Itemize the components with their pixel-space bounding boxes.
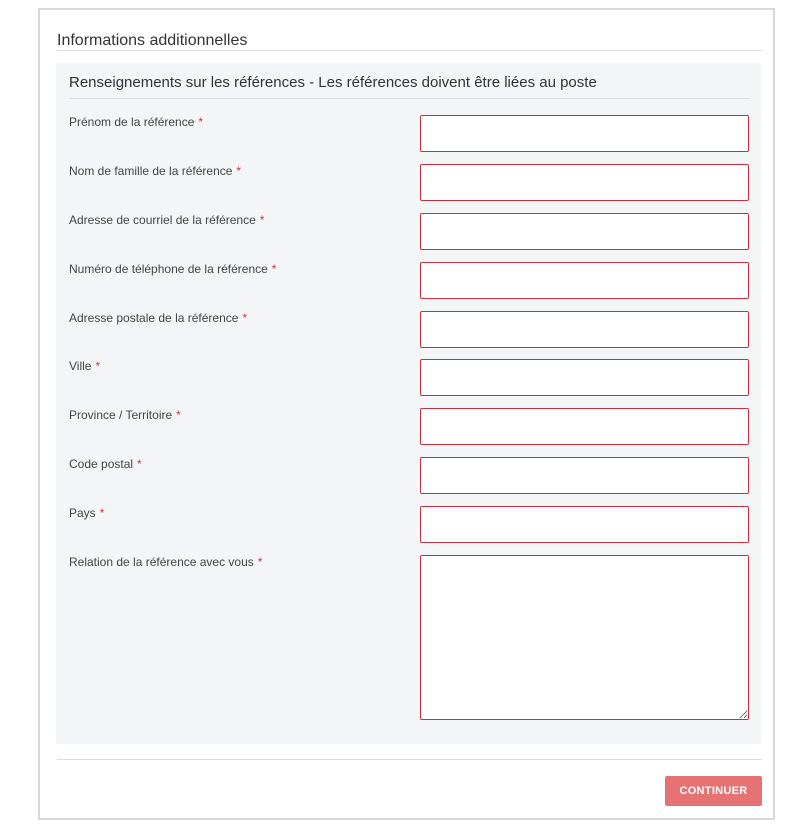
relationship-textarea[interactable]	[420, 555, 749, 720]
section-divider	[69, 98, 749, 99]
references-section	[56, 63, 761, 744]
province-label: Province / Territoire *	[69, 408, 181, 422]
first-name-input[interactable]	[420, 115, 749, 152]
required-marker: *	[137, 457, 142, 471]
province-input[interactable]	[420, 408, 749, 445]
country-label: Pays *	[69, 506, 105, 520]
required-marker: *	[99, 506, 105, 520]
city-label: Ville *	[69, 359, 101, 373]
required-marker: *	[257, 555, 263, 569]
required-marker: *	[259, 213, 265, 227]
required-marker: *	[242, 311, 248, 325]
postal-address-input[interactable]	[420, 311, 749, 348]
phone-input[interactable]	[420, 262, 749, 299]
required-marker: *	[198, 115, 204, 129]
required-marker: *	[95, 359, 101, 373]
title-divider	[57, 50, 762, 51]
phone-label: Numéro de téléphone de la référence *	[69, 262, 277, 276]
required-marker: *	[176, 408, 181, 422]
section-title: Renseignements sur les références - Les références doivent être liées au poste	[69, 74, 597, 91]
last-name-input[interactable]	[420, 164, 749, 201]
email-label: Adresse de courriel de la référence *	[69, 213, 265, 227]
email-input[interactable]	[420, 213, 749, 250]
postal-code-label: Code postal *	[69, 457, 142, 471]
city-input[interactable]	[420, 359, 749, 396]
postal-address-label: Adresse postale de la référence *	[69, 311, 248, 325]
last-name-label: Nom de famille de la référence *	[69, 164, 242, 178]
required-marker: *	[271, 262, 277, 276]
footer-divider	[57, 759, 762, 760]
continue-button[interactable]: CONTINUER	[665, 776, 762, 806]
postal-code-input[interactable]	[420, 457, 749, 494]
country-input[interactable]	[420, 506, 749, 543]
card-title: Informations additionnelles	[57, 32, 248, 49]
relationship-label: Relation de la référence avec vous *	[69, 555, 263, 569]
additional-info-card	[38, 8, 775, 820]
first-name-label: Prénom de la référence *	[69, 115, 204, 129]
required-marker: *	[236, 164, 242, 178]
